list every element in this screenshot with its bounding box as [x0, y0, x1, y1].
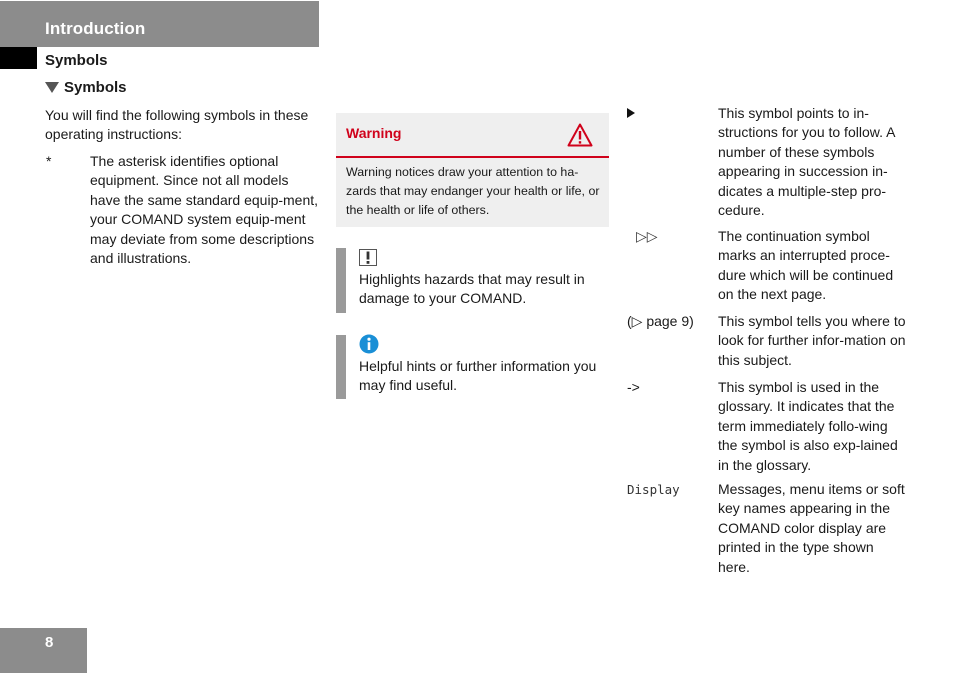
warning-triangle-icon: [567, 123, 593, 147]
section-marker: [0, 47, 37, 69]
intro-paragraph: You will find the following symbols in these operating instructions:: [45, 107, 309, 143]
warning-text: Warning notices draw your attention to ha-zards that may endanger your health or life, or the health or life of others.: [346, 165, 600, 217]
warning-box: [336, 113, 609, 227]
page-number: 8: [45, 634, 54, 651]
symbol-key: (▷ page 9): [627, 313, 694, 329]
note-hazard-text: Highlights hazards that may result in damage to your COMAND.: [359, 271, 585, 307]
symbol-description: This symbol points to in-structions for you to follow. A number of these symbols appearing in succession in-dicates a multiple-step pro-cedure.: [718, 105, 895, 219]
subsection-heading: [45, 79, 127, 96]
note-bar: [336, 248, 346, 313]
asterisk-description: The asterisk identifies optional equipment. Since not all models have the same standard equip-ment, your COMAND system equip-ment may deviate from some descriptions and illustrations.: [90, 153, 319, 267]
exclamation-icon: [359, 249, 377, 266]
triangle-right-icon: [627, 108, 635, 118]
warning-divider: [336, 156, 609, 158]
symbol-key: ▷▷: [636, 228, 658, 244]
symbol-description: This symbol tells you where to look for further infor-mation on this subject.: [718, 313, 906, 368]
page-number-box: [0, 628, 87, 673]
warning-heading: Warning: [346, 125, 402, 141]
note-bar: [336, 335, 346, 399]
symbol-key: [627, 104, 635, 123]
note-info-text: Helpful hints or further information you may find useful.: [359, 358, 597, 394]
symbol-key: ->: [627, 379, 640, 395]
info-icon: [359, 334, 379, 354]
symbol-key: Display: [627, 482, 680, 497]
symbol-description: The continuation symbol marks an interrupted proce-dure which will be continued on the next page.: [718, 228, 894, 303]
symbol-description: This symbol is used in the glossary. It indicates that the term immediately follo-wing the symbol is also exp-lained in the glossary.: [718, 379, 898, 473]
symbol-description: Messages, menu items or soft key names appearing in the COMAND color display are printed in the type shown here.: [718, 481, 905, 575]
section-title: Symbols: [45, 52, 108, 69]
subsection-title: Symbols: [64, 79, 127, 96]
chapter-title: Introduction: [45, 19, 146, 38]
triangle-down-icon: [45, 82, 59, 93]
asterisk-symbol: *: [46, 153, 52, 169]
